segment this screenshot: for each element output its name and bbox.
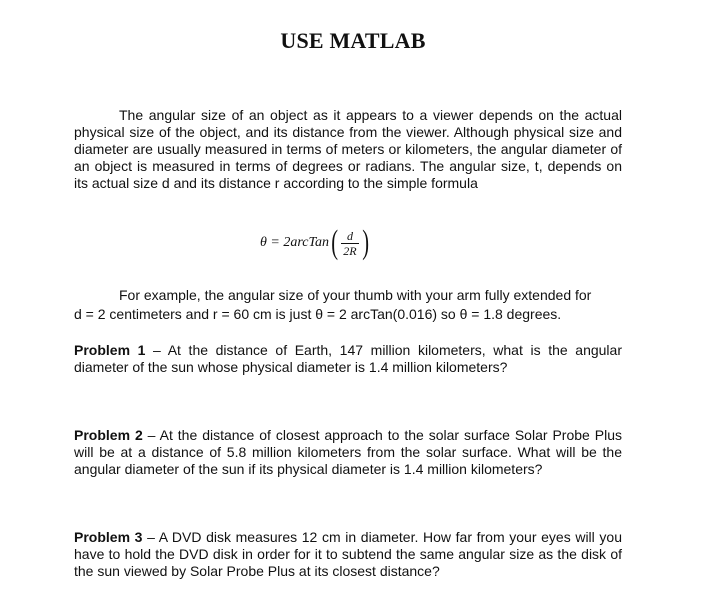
intro-paragraph: The angular size of an object as it appears to a viewer depends on the actual physical size of the object, and its distance from the viewer. Although physical size and diameter are usually measured in terms of meters or kilometers, the angular diameter of an object is measured in terms of degrees or radians. The angular size, t, depends on its actual size d and its distance r according to the simple formula xyxy=(74,107,622,191)
example-line-1: For example, the angular size of your thumb with your arm fully extended for xyxy=(119,287,592,303)
problem-1-text: – At the distance of Earth, 147 million kilometers, what is the angular diameter of the sun whose physical diameter is 1.4 million kilometers? xyxy=(74,342,622,375)
example-line-2: d = 2 centimeters and r = 60 cm is just θ = 2 arcTan(0.016) so θ = 1.8 degrees. xyxy=(74,306,562,322)
formula-denominator: 2R xyxy=(343,243,357,258)
problem-3-label: Problem 3 xyxy=(74,529,143,545)
example-paragraph xyxy=(74,286,626,324)
left-paren-icon: ( xyxy=(331,224,339,261)
angular-size-formula xyxy=(260,226,371,260)
problem-2 xyxy=(74,427,622,478)
problem-1-label: Problem 1 xyxy=(74,342,146,358)
formula-lhs: θ = 2arcTan xyxy=(260,235,329,250)
right-paren-icon: ) xyxy=(361,224,369,261)
problem-2-text: – At the distance of closest approach to the solar surface Solar Probe Plus will be at a distance of 5.8 million kilometers from the solar surface. What will be the angular diameter of the sun if its physical diameter is 1.4 million kilometers? xyxy=(74,427,622,477)
formula-fraction xyxy=(341,229,358,258)
problem-3 xyxy=(74,529,622,580)
problem-3-text: – A DVD disk measures 12 cm in diameter. How far from your eyes will you have to hold the DVD disk in order for it to subtend the same angular size as the disk of the sun viewed by Solar Probe Plus at its closest distance? xyxy=(74,529,622,579)
page-title: USE MATLAB xyxy=(280,28,426,53)
problem-2-label: Problem 2 xyxy=(74,427,143,443)
problem-1 xyxy=(74,342,622,376)
formula-numerator: d xyxy=(346,228,353,243)
